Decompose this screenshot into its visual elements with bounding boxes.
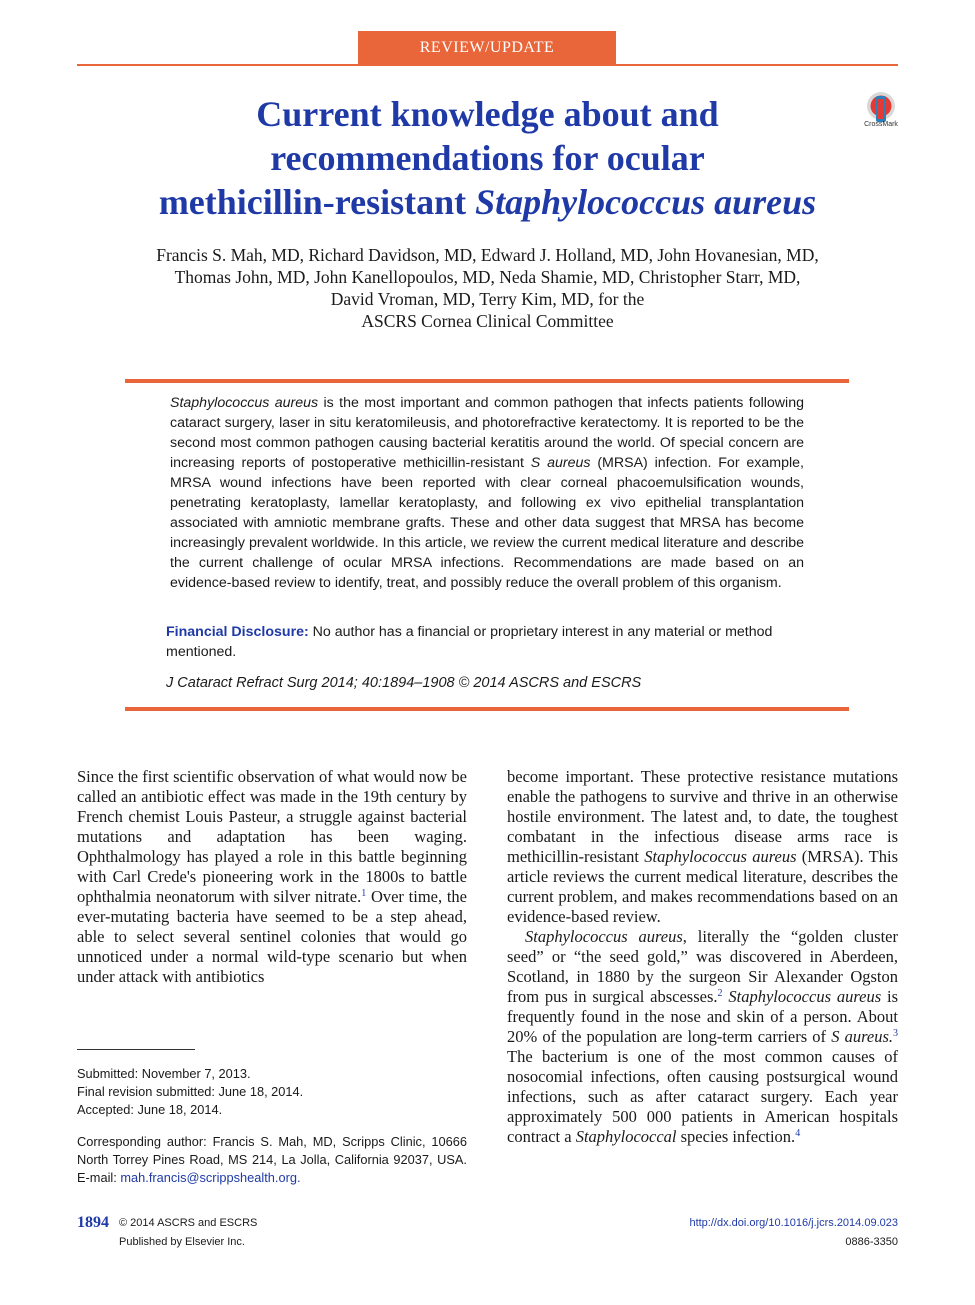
abstract-species: Staphylococcus aureus xyxy=(170,395,319,411)
abstract-bottom-rule xyxy=(125,707,849,711)
reference-link[interactable]: 1 xyxy=(361,888,367,899)
authors-line-3: David Vroman, MD, Terry Kim, MD, for the xyxy=(330,289,645,309)
right-p2-b: is frequently found in the nose and skin of a person. About 20% of the population are long-term carriers of xyxy=(507,987,899,1046)
journal-citation: J Cataract Refract Surg 2014; 40:1894–1908 © 2014 ASCRS and ESCRS xyxy=(166,675,642,691)
right-p2-d: species infection. xyxy=(676,1127,796,1146)
copyright: © 2014 ASCRS and ESCRS xyxy=(119,1217,258,1229)
title-line-2: recommendations for ocular xyxy=(270,138,705,178)
title-line-1: Current knowledge about and xyxy=(256,94,719,134)
right-p2-species-3: S aureus. xyxy=(831,1027,893,1046)
disclosure-text: No author has a financial or proprietary interest in any material or method mentioned. xyxy=(166,624,773,660)
doi-link[interactable]: http://dx.doi.org/10.1016/j.jcrs.2014.09.023 xyxy=(689,1217,898,1229)
title-line-3: methicillin-resistant xyxy=(158,182,476,222)
reference-link[interactable]: 4 xyxy=(795,1128,801,1139)
right-p2-species-2: Staphylococcus aureus xyxy=(728,987,882,1006)
email-link[interactable]: mah.francis@scrippshealth.org. xyxy=(120,1170,301,1185)
right-p1-b: (MRSA). This article reviews the current medical literature, describes the current problem, and makes recommendations based on an evidence-based review. xyxy=(507,847,899,926)
body-column-left xyxy=(77,767,467,987)
abstract-part-b: (MRSA) infection. For example, MRSA wound infections have been reported with clear corneal phacoemulsification wounds, penetrating keratoplasty, lamellar keratoplasty, and following ex vivo epithelial transplantation associated with amniotic membrane grafts. These and other data suggest that MRSA has become increasingly prevalent worldwide. In this article, we review the current medical literature and describe the current challenge of ocular MRSA infections. Recommendations are made based on an evidence-based review to identify, treat, and possibly reduce the overall problem of this organism. xyxy=(170,455,804,591)
body-paragraph xyxy=(507,767,898,927)
footnote-rule xyxy=(77,1049,195,1050)
right-p2-c: The bacterium is one of the most common causes of nosocomial infections, often causing postsurgical wound infections, such as after cataract surgery. Each year approximately 500 000 patients in American hospitals contract a xyxy=(507,1047,898,1146)
revision-date: Final revision submitted: June 18, 2014. xyxy=(77,1084,304,1099)
submitted-date: Submitted: November 7, 2013. xyxy=(77,1066,251,1081)
abstract-part-a: is the most important and common pathogen that infects patients following cataract surgery, laser in situ keratomileusis, and photorefractive keratectomy. It is reported to be the second most common pathogen causing bacterial keratitis around the world. Of special concern are increasing reports of postoperative methicillin-resistant xyxy=(170,395,804,471)
abstract-top-rule xyxy=(125,379,849,383)
accepted-date: Accepted: June 18, 2014. xyxy=(77,1102,223,1117)
section-label: REVIEW/UPDATE xyxy=(358,31,616,65)
left-p1-a: Since the first scientific observation of what would now be called an antibiotic effect was made in the 19th century by French chemist Louis Pasteur, a struggle against bacterial mutations and adaptation has been waging. Ophthalmology has played a role in this battle beginning with Carl Crede's pioneering work in the 1800s to battle ophthalmia neonatorum with silver nitrate. xyxy=(77,767,467,906)
abstract-species-abbrev: S aureus xyxy=(530,455,591,471)
financial-disclosure xyxy=(166,622,806,662)
abstract-text xyxy=(170,393,804,593)
right-p2-species-1: Staphylococcus aureus xyxy=(525,927,683,946)
disclosure-label: Financial Disclosure: xyxy=(166,624,309,640)
corresponding-text: Corresponding author: Francis S. Mah, MD, Scripps Clinic, 10666 North Torrey Pines Road, MS 214, La Jolla, California 92037, USA. E-mail: xyxy=(77,1134,467,1185)
title-species: Staphylococcus aureus xyxy=(475,182,817,222)
corresponding-author xyxy=(77,1133,467,1187)
crossmark-label: CrossMark xyxy=(864,121,898,128)
publisher: Published by Elsevier Inc. xyxy=(119,1236,245,1248)
page-number: 1894 xyxy=(77,1214,109,1231)
authors-line-4: ASCRS Cornea Clinical Committee xyxy=(361,311,614,331)
footnotes xyxy=(77,1065,467,1187)
body-paragraph xyxy=(77,767,467,987)
left-p1-b: Over time, the ever-mutating bacteria have seemed to be a step ahead, able to select several sentinel colonies that would go unnoticed under a normal wild-type scenario but when under attack with antibiotics xyxy=(77,887,467,986)
right-p2-species-4: Staphylococcal xyxy=(575,1127,677,1146)
body-paragraph xyxy=(507,927,898,1147)
issn: 0886-3350 xyxy=(845,1236,898,1248)
author-list xyxy=(90,244,885,332)
authors-line-1: Francis S. Mah, MD, Richard Davidson, MD, Edward J. Holland, MD, John Hovanesian, MD, xyxy=(156,245,819,265)
authors-line-2: Thomas John, MD, John Kanellopoulos, MD, Neda Shamie, MD, Christopher Starr, MD, xyxy=(174,267,801,287)
right-p1-a: become important. These protective resistance mutations enable the pathogens to survive and thrive in an otherwise hostile environment. The latest and, to date, the toughest combatant in the infectious disease arms race is methicillin-resistant xyxy=(507,767,898,866)
right-p2-a: , literally the “golden cluster seed” or “the seed gold,” was discovered in Aberdeen, Scotland, in 1880 by the surgeon Sir Alexander Ogston from pus in surgical abscesses. xyxy=(507,927,899,1006)
body-column-right xyxy=(507,767,898,1147)
reference-link[interactable]: 3 xyxy=(893,1028,898,1039)
right-p1-species: Staphylococcus aureus xyxy=(644,847,797,866)
article-title xyxy=(100,92,875,224)
reference-link[interactable]: 2 xyxy=(717,988,723,999)
